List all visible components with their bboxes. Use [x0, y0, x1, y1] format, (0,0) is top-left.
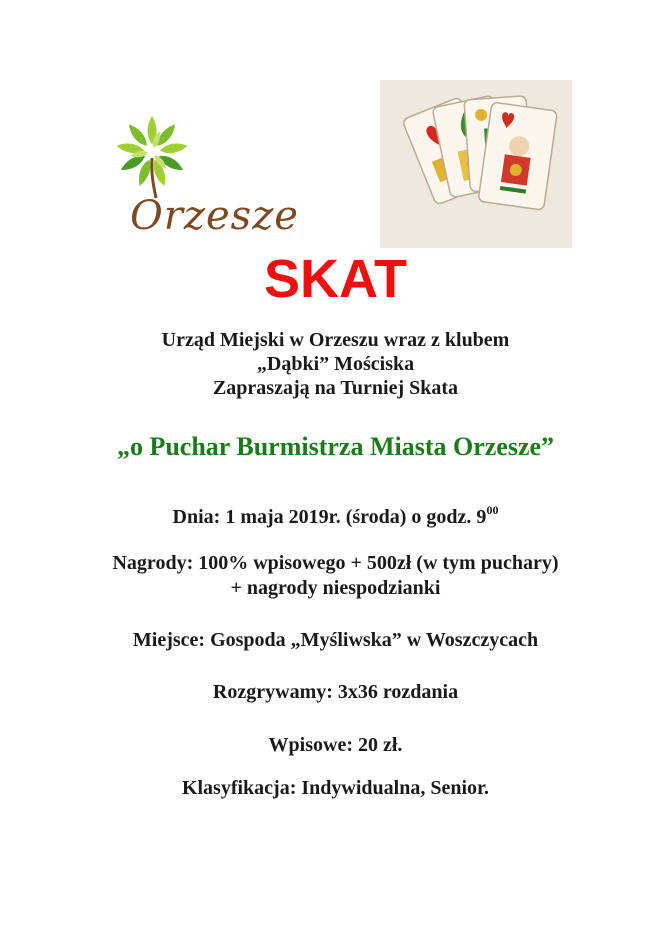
intro-line: „Dąbki” Mościska [256, 353, 415, 375]
cup-title: „o Puchar Burmistrza Miasta Orzesze” [116, 432, 555, 461]
event-place: Miejsce: Gospoda „Myśliwska” w Woszczycach [132, 629, 539, 651]
prizes [0, 551, 671, 601]
event-date [0, 498, 671, 529]
event-time-minutes: 00 [486, 503, 499, 517]
orzesze-logo [112, 108, 299, 248]
event-date-text: Dnia: 1 maja 2019r. (środa) o godz. 9 [172, 506, 487, 528]
playing-cards-image [380, 80, 572, 248]
intro-line: Urząd Miejski w Orzeszu wraz z klubem [161, 329, 510, 351]
intro-text [0, 328, 671, 400]
logo-text: Orzesze [130, 193, 299, 239]
page-title: SKAT [264, 249, 407, 309]
prizes-line: + nagrody niespodzianki [230, 577, 441, 599]
games-info: Rozgrywamy: 3x36 rozdania [212, 681, 459, 703]
prizes-line: Nagrody: 100% wpisowego + 500zł (w tym puchary) [112, 552, 559, 574]
intro-line: Zapraszają na Turniej Skata [212, 377, 459, 399]
entry-fee: Wpisowe: 20 zł. [268, 734, 403, 756]
playing-cards-icon [380, 80, 572, 248]
classification: Klasyfikacja: Indywidualna, Senior. [181, 777, 490, 799]
